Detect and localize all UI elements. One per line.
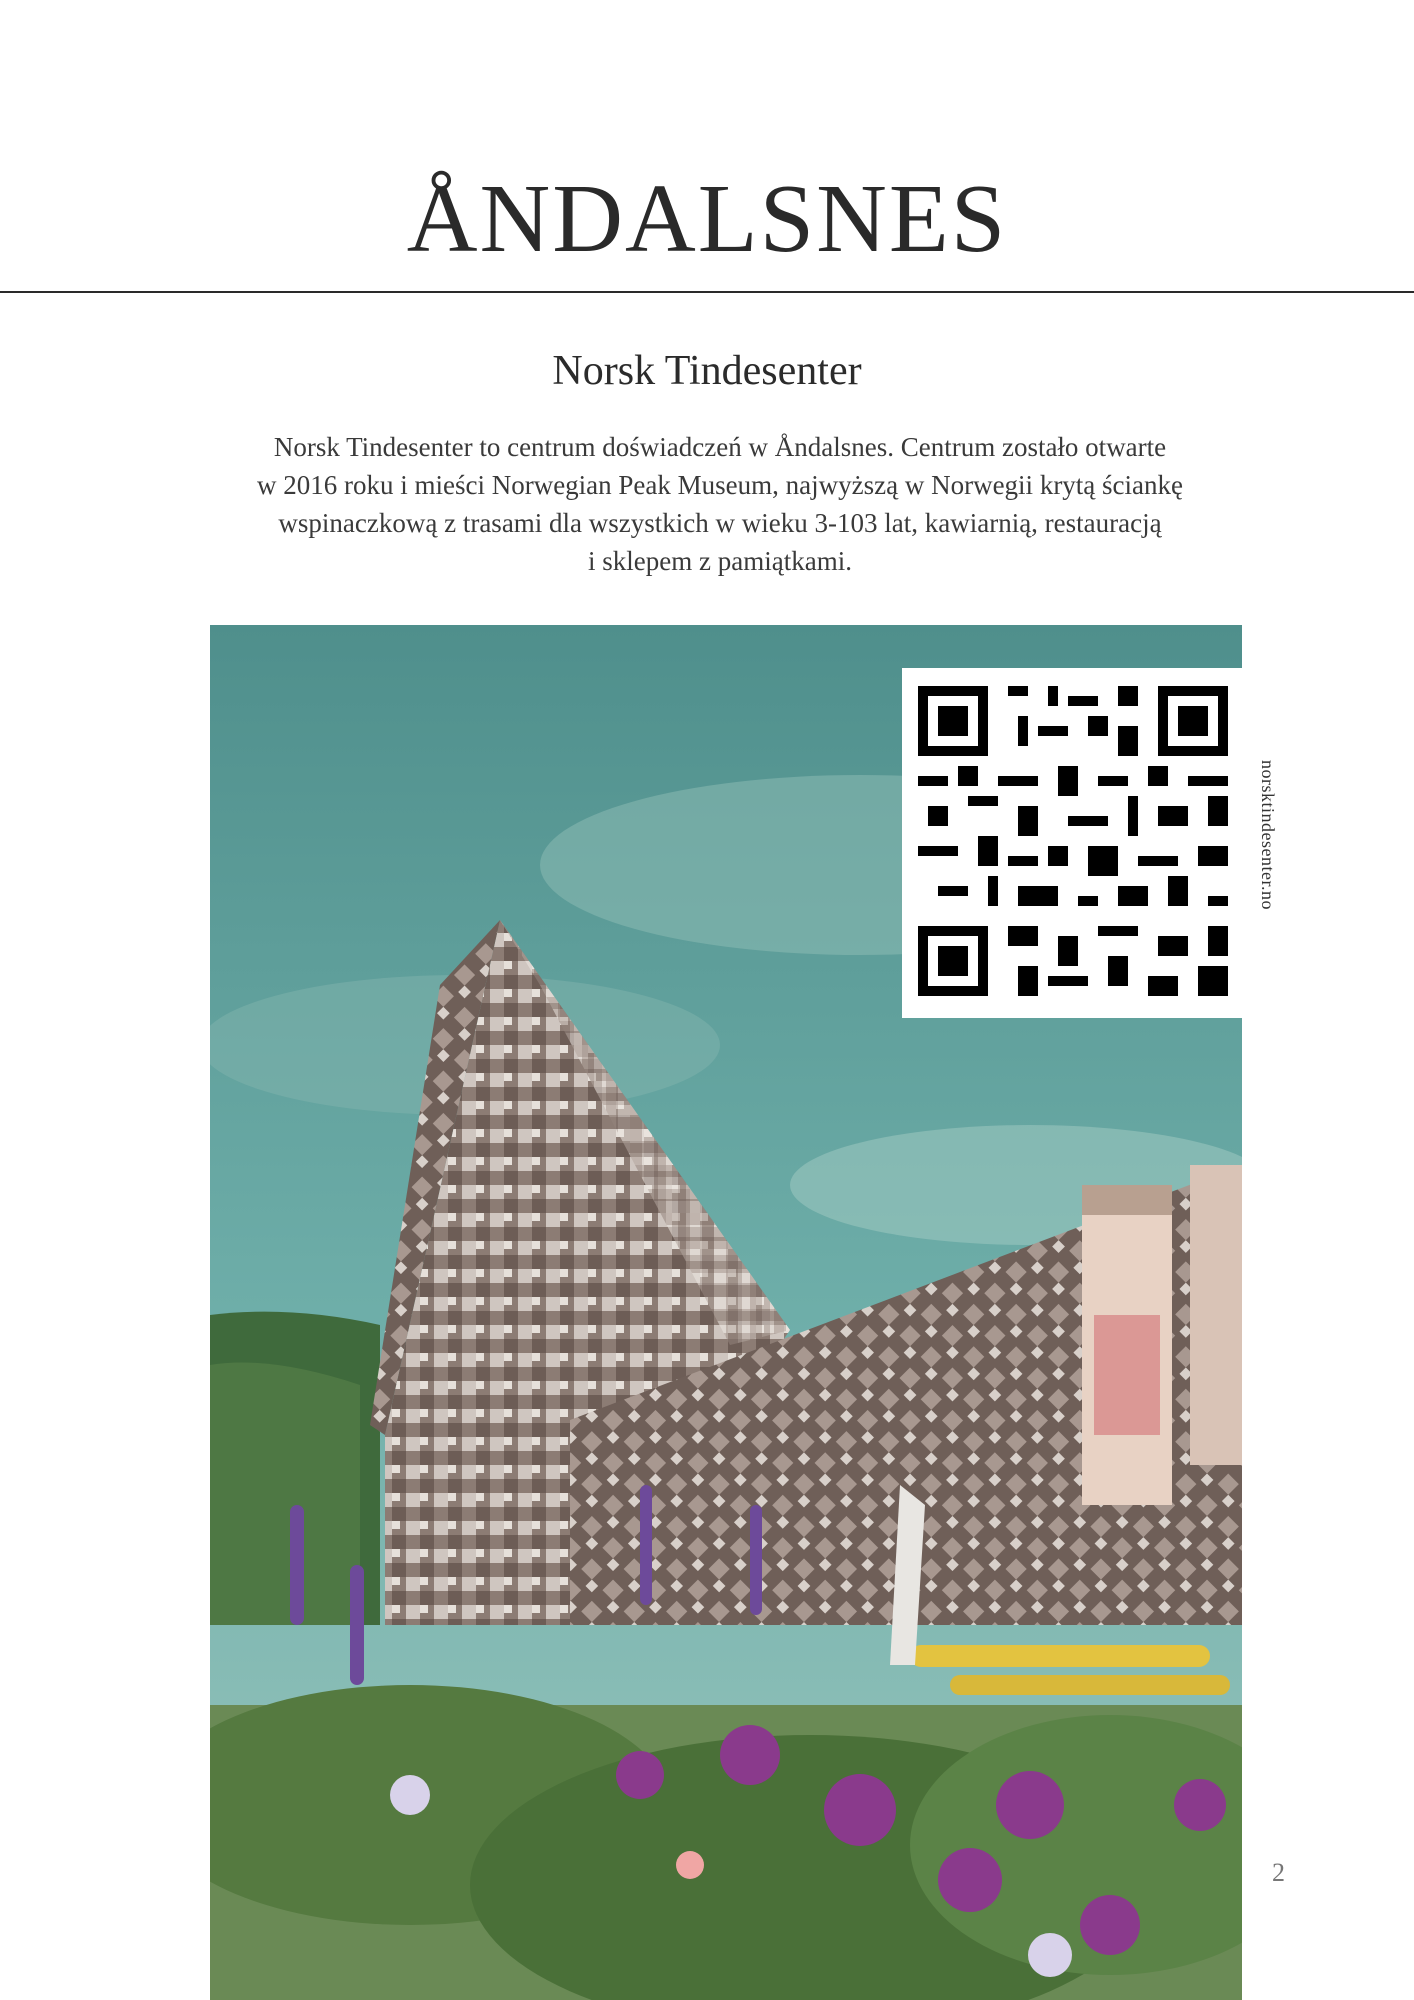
description-line: i sklepem z pamiątkami. — [588, 546, 852, 576]
qr-code-box[interactable] — [902, 668, 1242, 1018]
page-title: ÅNDALSNES — [406, 165, 1008, 273]
description-line: wspinaczkową z trasami dla wszystkich w wieku 3-103 lat, kawiarnią, restauracją — [278, 508, 1162, 538]
description-line: Norsk Tindesenter to centrum doświadczeń w Åndalsnes. Centrum zostało otwarte — [273, 432, 1167, 462]
qr-url-label[interactable]: norsktindesenter.no — [1258, 760, 1278, 910]
qr-code-icon — [918, 686, 1228, 996]
page-number: 2 — [1272, 1858, 1285, 1887]
section-heading: Norsk Tindesenter — [552, 348, 862, 394]
title-divider — [0, 291, 1414, 293]
description-line: w 2016 roku i mieści Norwegian Peak Museum, najwyższą w Norwegii krytą ściankę — [256, 470, 1183, 500]
description-paragraph — [160, 428, 1280, 580]
